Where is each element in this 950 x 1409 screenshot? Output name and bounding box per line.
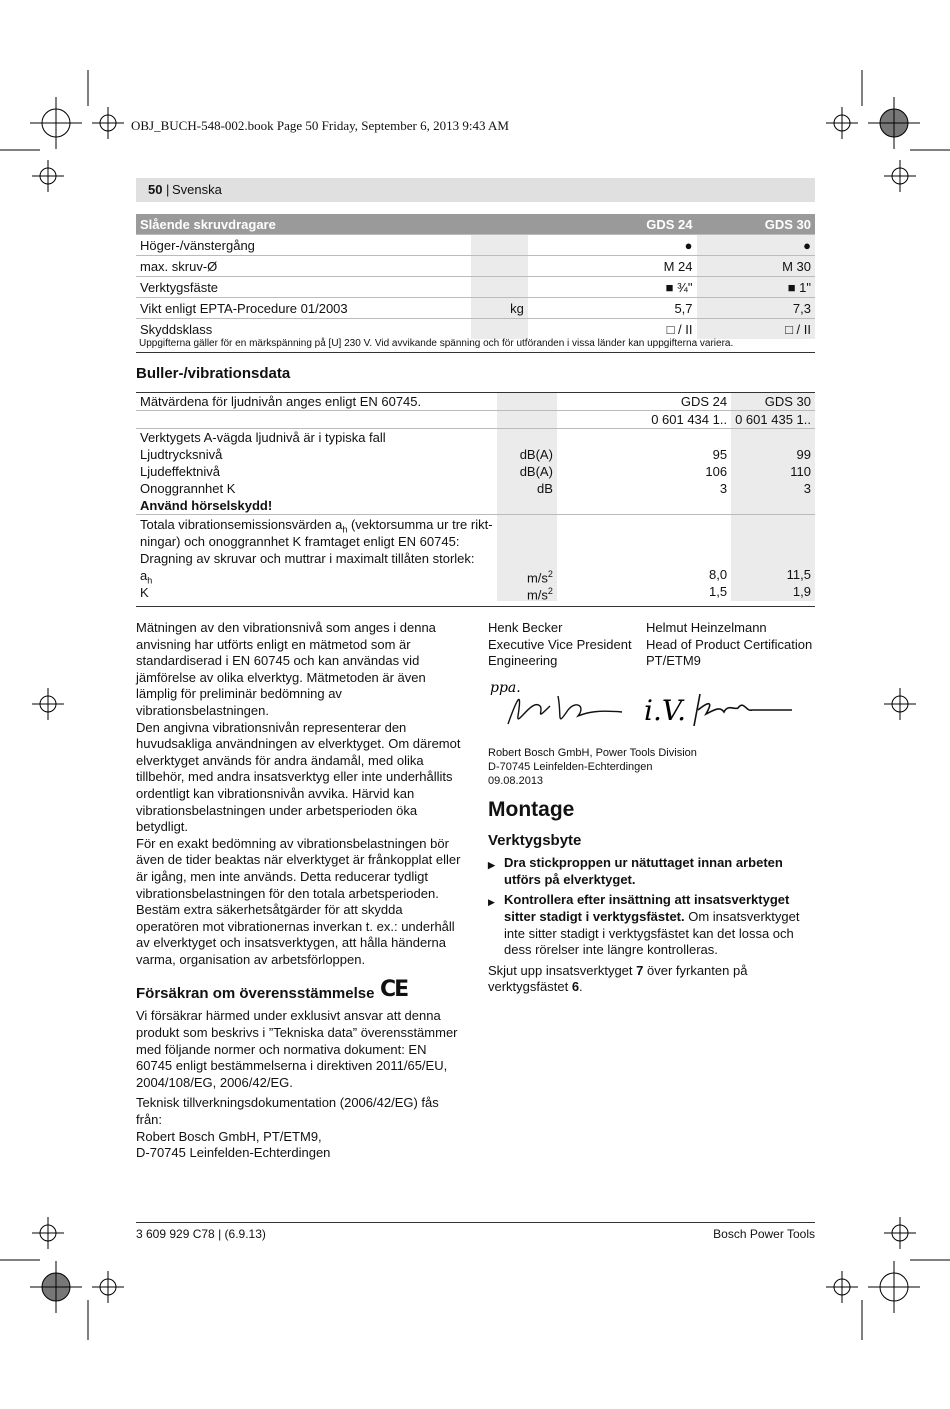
spec-unit (471, 277, 528, 298)
body-line: D-70745 Leinfelden-Echterdingen (136, 1145, 331, 1161)
body-paragraph: Mätningen av den vibrationsnivå som anges i denna anvisning har utförts enligt en mätmetod som är standardiserad i EN 60745 och kan användas vid jämförelse av olika elverktyg. Mätmetoden är även lämplig för preliminär bedömning av vibrationsbelastningen. (136, 620, 436, 718)
page-header (136, 178, 815, 202)
noise-label: Verktygets A-vägda ljudnivå är i typiska fall (140, 430, 386, 445)
header-language: Svenska (172, 182, 222, 197)
spec-unit (471, 319, 528, 340)
vib-values-gds30 (731, 515, 815, 602)
noise-label: Ljudeffektnivå (140, 464, 220, 479)
table-row (136, 515, 815, 602)
spec-value-gds24: ● (528, 235, 697, 256)
spec-table-head (136, 214, 815, 235)
spec-note: Uppgifterna gäller för en märkspänning på [U] 230 V. Vid avvikande spänning och för utföranden i vissa länder kan uppgifterna variera. (139, 338, 734, 349)
table-row (136, 235, 815, 256)
table-row (136, 429, 815, 515)
vib-head-gds30: GDS 30 (764, 394, 811, 409)
spec-value-gds30: ■ 1" (697, 277, 815, 298)
vib-article-gds30: 0 601 435 1.. (735, 412, 811, 427)
noise-values-gds24 (557, 429, 731, 515)
noise-warning: Använd hörselskydd! (140, 498, 273, 513)
vib-labels: Totala vibrationsemissionsvärden $a_h$ (vektorsumma ur tre rikt- ningar) och onoggrannhet K framtaget enligt EN 60745: Dragning av skruvar och muttrar i maximalt tillåten storlek: $a_h$ K (140, 517, 493, 600)
divider (136, 352, 815, 353)
ce-mark: CE (380, 977, 408, 1003)
noise-value: 99 (796, 447, 811, 462)
spec-unit (471, 256, 528, 277)
spec-head-label: Slående skruvdragare (136, 214, 528, 235)
header-separator: | (166, 182, 170, 197)
vib-value: 1,5 (709, 584, 728, 599)
footer-brand: Bosch Power Tools (713, 1227, 815, 1241)
noise-unit: dB(A) (519, 464, 553, 479)
vibration-table (136, 392, 815, 601)
vib-k-label: K (140, 585, 149, 600)
noise-value: 110 (790, 464, 811, 479)
left-column (136, 620, 466, 1162)
body-paragraph: Teknisk tillverkningsdokumentation (2006/42/EG) fås från: (136, 1095, 439, 1128)
body-paragraph: Skjut upp insatsverktyget 7 över fyrkanten på verktygsfästet 6. (488, 962, 748, 995)
verktygsbyte-title: Verktygsbyte (488, 831, 582, 849)
spec-unit (471, 235, 528, 256)
page-number: 50 (148, 182, 163, 197)
spec-value-gds30: ● (697, 235, 815, 256)
body-paragraph: Vi försäkrar härmed under exklusivt ansvar att denna produkt som beskrivs i ”Tekniska data” överensstämmer med följande normer och normativa dokument: EN 60745 enligt bestämmelserna i direktiven 2011/65/EU, 2004/108/EG, 2006/42/EG. (136, 1008, 458, 1090)
footer-doc-number: 3 609 929 C78 | (6.9.13) (136, 1227, 266, 1241)
signatory-2: Helmut Heinzelmann Head of Product Certification PT/ETM9 (646, 620, 813, 669)
bullet-item: ▶ Dra stickproppen ur nätuttaget innan arbeten utförs på elverktyget. (488, 855, 818, 888)
spec-unit: kg (471, 298, 528, 319)
spec-table (136, 214, 815, 339)
svg-text:i.V.: i.V. (644, 694, 687, 727)
body-paragraph: Den angivna vibrationsnivån representerar den huvudsakliga användningen av elverktyget. Om däremot elverktyget används för andra ändamål, med olika tillbehör, med andra insatsverktyg eller inte underhållits ordentligt kan vibrationsnivån avvika. Härvid kan vibrationsbelastningen under arbetsperioden öka betydligt. (136, 719, 461, 835)
montage-title: Montage (488, 798, 575, 821)
right-column (488, 620, 818, 996)
vib-units: $m/s^2$ $m/s^2$ (497, 515, 557, 602)
table-row (136, 393, 815, 411)
vib-values-gds24 (557, 515, 731, 602)
table-row (136, 277, 815, 298)
spec-label: Skyddsklass (140, 321, 213, 337)
vib-article-gds24: 0 601 434 1.. (651, 412, 728, 427)
vib-head-gds24: GDS 24 (680, 394, 728, 409)
spec-value-gds24: M 24 (528, 256, 697, 277)
noise-label: Onoggrannhet K (140, 481, 236, 496)
signatures (488, 676, 808, 742)
spec-label: Höger-/vänstergång (136, 235, 471, 256)
spec-head-gds30: GDS 30 (697, 214, 815, 235)
signatory-1: Henk Becker Executive Vice President Engineering (488, 620, 632, 669)
vib-section-title: Buller-/vibrationsdata (136, 365, 291, 382)
noise-label: Ljudtrycksnivå (140, 447, 223, 462)
divider (136, 606, 815, 607)
table-row (136, 319, 815, 340)
svg-text:ppa.: ppa. (490, 680, 521, 696)
vib-value: 8,0 (709, 567, 728, 582)
table-row (136, 256, 815, 277)
noise-unit: dB (537, 481, 553, 496)
noise-value: 106 (705, 464, 728, 479)
noise-value: 95 (712, 447, 728, 462)
vib-intro: Totala vibrationsemissionsvärden a (140, 517, 343, 532)
table-row (136, 411, 815, 429)
body-paragraph: För en exakt bedömning av vibrationsbelastningen bör även de tider beaktas när elverktyget är frånkopplat eller är igång, men inte används. Detta reducerar tydligt vibrationsbelastningen för den totala arbetsperioden. (136, 835, 461, 901)
body-paragraph: Bestäm extra säkerhetsåtgärder för att skydda operatören mot vibrationernas inverkan t. ex.: underhåll av elverktyget och insatsverktygen, att hålla händerna varma, organisation av arbetsförloppen. (136, 902, 455, 967)
noise-units (497, 429, 557, 515)
spec-value-gds30: M 30 (697, 256, 815, 277)
spec-label: Verktygsfäste (136, 277, 471, 298)
spec-value-gds30: 7,3 (697, 298, 815, 319)
bullet-item: ▶ Kontrollera efter insättning att insatsverktyget sitter stadigt i verktygsfästet. Om insatsverktyget inte sitter stadigt i verktygsfästet kan det lossa och dess rörelser inte längre kontrolleras. (488, 892, 818, 958)
spec-head-gds24: GDS 24 (528, 214, 697, 235)
table-row (136, 298, 815, 319)
noise-unit: dB(A) (519, 447, 553, 462)
spec-label: Vikt enligt EPTA-Procedure 01/2003 (136, 298, 471, 319)
noise-value: 3 (803, 481, 811, 496)
spec-value-gds30: □ / II (697, 319, 815, 340)
body-line: Robert Bosch GmbH, PT/ETM9, (136, 1128, 322, 1144)
noise-values-gds30 (731, 429, 815, 515)
vib-intro-line: Dragning av skruvar och muttrar i maximalt tillåten storlek: (140, 551, 475, 566)
spec-value-gds24: 5,7 (528, 298, 697, 319)
noise-labels (136, 429, 497, 515)
noise-value: 3 (719, 481, 728, 496)
spec-value-gds24: ■ ¾" (528, 277, 697, 298)
vib-measure-label: Mätvärdena för ljudnivån anges enligt EN 60745. (140, 394, 422, 409)
vib-value: 1,9 (792, 584, 811, 599)
book-slug: OBJ_BUCH-548-002.book Page 50 Friday, September 6, 2013 9:43 AM (131, 118, 509, 133)
conformity-title: Försäkran om överensstämmelse (136, 985, 375, 1003)
vib-ah-label: a (140, 568, 148, 583)
vib-intro-line: ningar) och onoggrannhet K framtaget enligt EN 60745: (140, 534, 460, 549)
company-address: Robert Bosch GmbH, Power Tools Division D-70745 Leinfelden-Echterdingen 09.08.2013 (488, 747, 697, 787)
spec-label: max. skruv-Ø (136, 256, 471, 277)
vib-value: 11,5 (786, 567, 811, 582)
spec-value-gds24: □ / II (666, 321, 693, 337)
divider (136, 1222, 815, 1223)
